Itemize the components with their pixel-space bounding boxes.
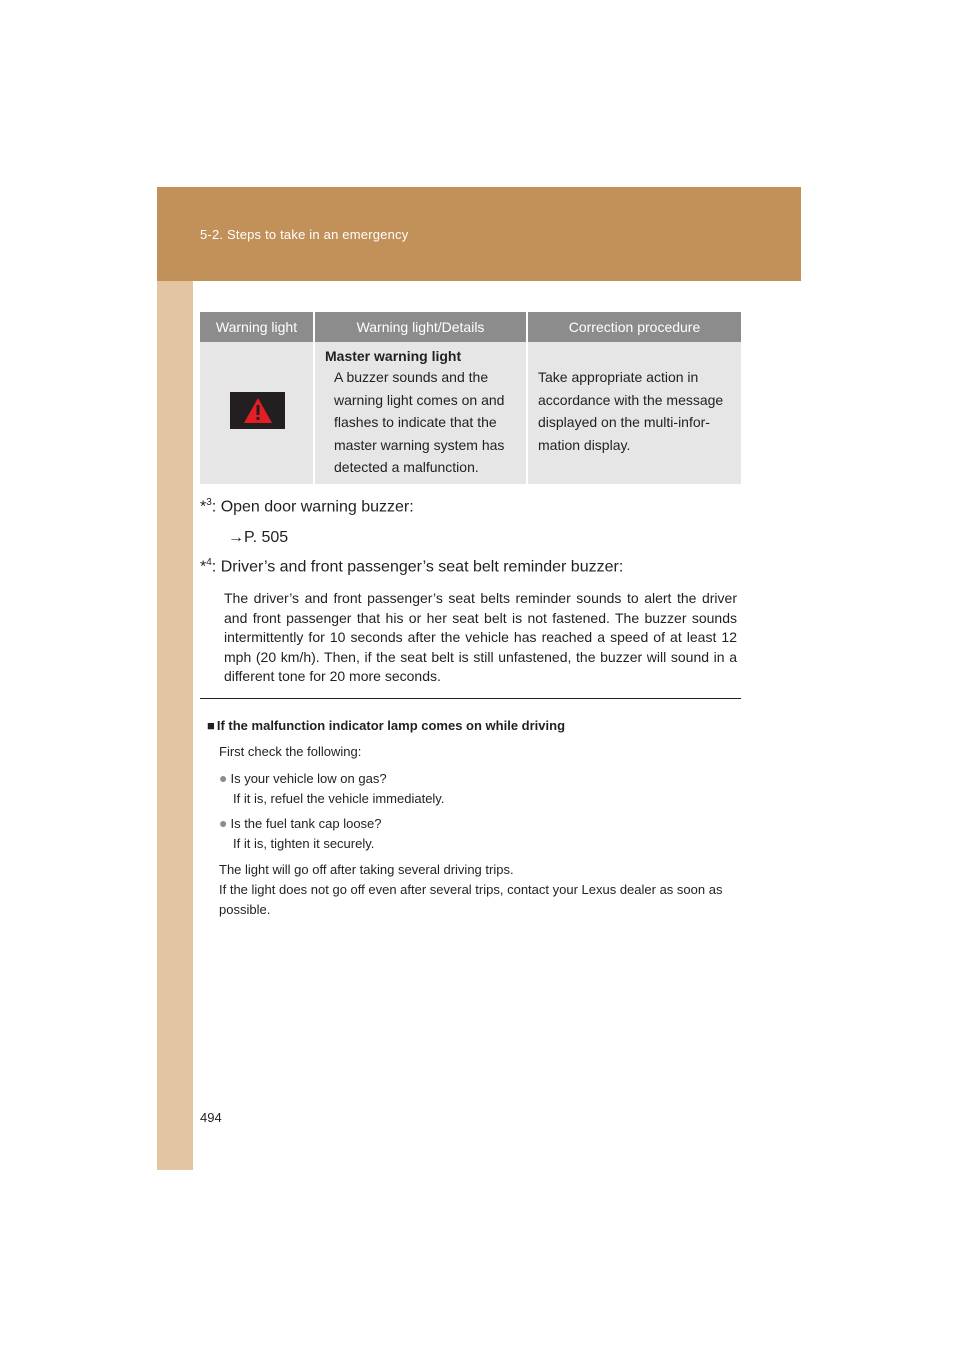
section-marker: ■ bbox=[207, 718, 215, 733]
divider bbox=[200, 698, 741, 699]
bullet-icon: ● bbox=[219, 770, 228, 786]
section-closing: The light will go off after taking several driving trips. If the light does not go off even after several trips, contact your Lexus dealer as soon as possible. bbox=[219, 862, 723, 917]
correction-cell bbox=[527, 342, 741, 484]
master-warning-triangle-icon bbox=[230, 392, 285, 429]
page-number: 494 bbox=[200, 1110, 222, 1125]
details-cell bbox=[314, 342, 527, 484]
column-header-details: Warning light/Details bbox=[314, 312, 527, 342]
warning-light-cell bbox=[200, 342, 314, 484]
side-strip bbox=[157, 281, 193, 1170]
column-header-warning-light: Warning light bbox=[200, 312, 314, 342]
list-item: ● Is the fuel tank cap loose? If it is, tighten it securely. bbox=[219, 815, 382, 851]
warning-light-table bbox=[200, 312, 741, 484]
note-3-page-reference: →P. 505 bbox=[228, 529, 289, 546]
section-intro: First check the following: bbox=[219, 744, 362, 759]
correction-text: Take appropriate action in accordance with the message displayed on the multi-infor-mation display. bbox=[538, 369, 724, 453]
details-title: Master warning light bbox=[325, 348, 462, 364]
section-heading: ■ If the malfunction indicator lamp comes on while driving bbox=[207, 718, 566, 733]
bullet-icon: ● bbox=[219, 815, 228, 831]
header-bar bbox=[157, 187, 801, 281]
details-text: A buzzer sounds and the warning light comes on and flashes to indicate that the master warning system has detected a malfunction. bbox=[334, 369, 505, 476]
column-header-correction: Correction procedure bbox=[527, 312, 741, 342]
note-4-body: The driver’s and front passenger’s seat belts reminder sounds to alert the driver and front passenger that his or her seat belt is not fastened. The buzzer sounds intermittently for 10 seconds after the vehicle has reached a speed of at least 12 mph (20 km/h). Then, if the seat belt is still unfastened, the buzzer will sound in a different tone for 20 more seconds. bbox=[224, 590, 737, 684]
section-title: 5-2. Steps to take in an emergency bbox=[200, 227, 409, 242]
note-4: *$^4$: Driver’s and front passenger’s seat belt reminder buzzer: bbox=[200, 557, 624, 576]
table-header-row bbox=[200, 312, 741, 342]
table-row bbox=[200, 342, 741, 484]
list-item: ● Is your vehicle low on gas? If it is, refuel the vehicle immediately. bbox=[219, 770, 445, 806]
note-3: *$^3$: Open door warning buzzer: bbox=[200, 497, 414, 516]
